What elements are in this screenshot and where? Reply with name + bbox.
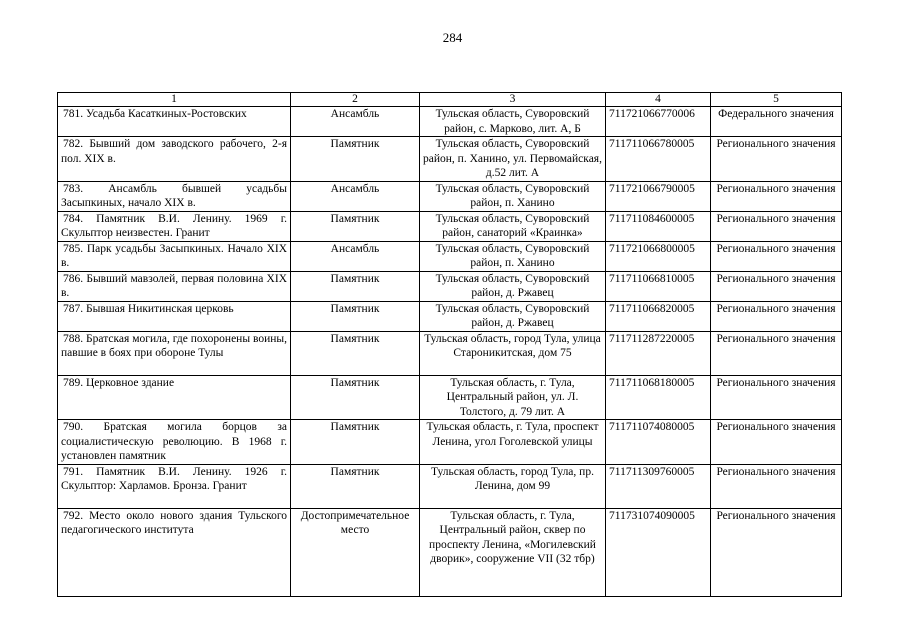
row-number: 788.	[63, 332, 84, 345]
column-header-1: 1	[58, 93, 291, 107]
registry-code-cell: 711711066810005	[606, 271, 711, 301]
row-number: 787.	[63, 302, 84, 315]
registry-code-cell: 711721066770006	[606, 107, 711, 137]
significance-category-cell: Федерального значения	[711, 107, 842, 137]
row-number: 791.	[63, 465, 84, 478]
significance-category-cell: Регионального значения	[711, 301, 842, 331]
row-number: 792.	[63, 509, 84, 522]
table-header-row	[58, 93, 842, 107]
table-row	[58, 211, 842, 241]
object-name-cell	[58, 508, 291, 596]
object-address-cell: Тульская область, г. Тула, Центральный район, ул. Л. Толстого, д. 79 лит. А	[420, 375, 606, 420]
table-row	[58, 137, 842, 182]
object-type-cell: Памятник	[291, 464, 420, 508]
object-name: Усадьба Касаткиных-Ростовских	[86, 108, 247, 120]
row-number: 782.	[63, 138, 84, 150]
column-header-5: 5	[711, 93, 842, 107]
object-name: Братская могила борцов за социалистическую революцию. В 1968 г. установлен памятник	[61, 421, 287, 462]
table-row	[58, 271, 842, 301]
object-name-cell	[58, 420, 291, 465]
row-number: 784.	[63, 212, 84, 225]
object-type-cell: Ансамбль	[291, 107, 420, 137]
registry-code-cell: 711731074090005	[606, 508, 711, 596]
object-name-cell	[58, 211, 291, 241]
registry-code-cell: 711721066800005	[606, 241, 711, 271]
object-name-cell	[58, 241, 291, 271]
object-address-cell: Тульская область, Суворовский район, д. Ржавец	[420, 301, 606, 331]
object-address-cell: Тульская область, Суворовский район, санаторий «Краинка»	[420, 211, 606, 241]
object-type-cell: Памятник	[291, 301, 420, 331]
object-name: Памятник В.И. Ленину. 1969 г. Скульптор неизвестен. Гранит	[61, 212, 288, 239]
significance-category-cell: Регионального значения	[711, 137, 842, 182]
object-name-cell	[58, 331, 291, 375]
object-name-cell	[58, 271, 291, 301]
object-type-cell: Памятник	[291, 331, 420, 375]
object-type-cell: Достопримечательное место	[291, 508, 420, 596]
table-row	[58, 181, 842, 211]
object-name: Бывший дом заводского рабочего, 2-я пол. XIX в.	[61, 138, 287, 165]
row-number: 789.	[63, 376, 84, 389]
significance-category-cell: Регионального значения	[711, 211, 842, 241]
registry-code-cell: 711711074080005	[606, 420, 711, 465]
table-row	[58, 241, 842, 271]
object-address-cell: Тульская область, город Тула, пр. Ленина, дом 99	[420, 464, 606, 508]
object-name-cell	[58, 464, 291, 508]
object-name: Бывшая Никитинская церковь	[86, 302, 234, 315]
object-address-cell: Тульская область, город Тула, улица Староникитская, дом 75	[420, 331, 606, 375]
table-row	[58, 301, 842, 331]
row-number: 785.	[63, 242, 84, 255]
registry-code-cell: 711721066790005	[606, 181, 711, 211]
object-name: Место около нового здания Тульского педагогического института	[61, 509, 288, 536]
object-name: Парк усадьбы Засыпкиных. Начало XIX в.	[61, 242, 288, 269]
object-type-cell: Памятник	[291, 211, 420, 241]
table-row	[58, 508, 842, 596]
object-name: Братская могила, где похоронены воины, павшие в боях при обороне Тулы	[61, 332, 287, 359]
object-address-cell: Тульская область, г. Тула, проспект Ленина, угол Гоголевской улицы	[420, 420, 606, 465]
object-name: Ансамбль бывшей усадьбы Засыпкиных, начало XIX в.	[61, 182, 288, 209]
significance-category-cell: Регионального значения	[711, 420, 842, 465]
object-name-cell	[58, 181, 291, 211]
table-row	[58, 464, 842, 508]
object-type-cell: Памятник	[291, 375, 420, 420]
column-header-3: 3	[420, 93, 606, 107]
object-type-cell: Ансамбль	[291, 181, 420, 211]
significance-category-cell: Регионального значения	[711, 375, 842, 420]
significance-category-cell: Регионального значения	[711, 331, 842, 375]
object-address-cell: Тульская область, Суворовский район, п. Ханино	[420, 241, 606, 271]
object-address-cell: Тульская область, Суворовский район, с. Марково, лит. А, Б	[420, 107, 606, 137]
row-number: 786.	[63, 272, 84, 285]
registry-code-cell: 711711066780005	[606, 137, 711, 182]
object-type-cell: Ансамбль	[291, 241, 420, 271]
object-type-cell: Памятник	[291, 420, 420, 465]
registry-code-cell: 711711066820005	[606, 301, 711, 331]
object-name-cell	[58, 375, 291, 420]
object-type-cell: Памятник	[291, 271, 420, 301]
table-body	[58, 107, 842, 597]
object-name: Памятник В.И. Ленину. 1926 г. Скульптор: Харламов. Бронза. Гранит	[61, 465, 288, 492]
table-row	[58, 331, 842, 375]
registry-code-cell: 711711287220005	[606, 331, 711, 375]
significance-category-cell: Регионального значения	[711, 271, 842, 301]
object-name: Бывший мавзолей, первая половина XIX в.	[61, 272, 288, 299]
significance-category-cell: Регионального значения	[711, 508, 842, 596]
column-header-2: 2	[291, 93, 420, 107]
row-number: 781.	[63, 108, 84, 120]
registry-code-cell: 711711084600005	[606, 211, 711, 241]
significance-category-cell: Регионального значения	[711, 241, 842, 271]
object-address-cell: Тульская область, Суворовский район, п. Ханино	[420, 181, 606, 211]
registry-code-cell: 711711309760005	[606, 464, 711, 508]
object-address-cell: Тульская область, г. Тула, Центральный район, сквер по проспекту Ленина, «Могилевский дворик», сооружение VII (32 тбр)	[420, 508, 606, 596]
heritage-registry-table	[57, 92, 842, 597]
table-row	[58, 420, 842, 465]
page-number: 284	[442, 30, 463, 45]
significance-category-cell: Регионального значения	[711, 464, 842, 508]
object-name: Церковное здание	[86, 376, 175, 389]
row-number: 783.	[63, 182, 84, 195]
column-header-4: 4	[606, 93, 711, 107]
table-row	[58, 107, 842, 137]
object-name-cell	[58, 137, 291, 182]
object-name-cell	[58, 301, 291, 331]
object-type-cell: Памятник	[291, 137, 420, 182]
object-name-cell	[58, 107, 291, 137]
object-address-cell: Тульская область, Суворовский район, д. Ржавец	[420, 271, 606, 301]
object-address-cell: Тульская область, Суворовский район, п. Ханино, ул. Первомайская, д.52 лит. А	[420, 137, 606, 182]
row-number: 790.	[63, 421, 84, 433]
registry-code-cell: 711711068180005	[606, 375, 711, 420]
table-row	[58, 375, 842, 420]
significance-category-cell: Регионального значения	[711, 181, 842, 211]
